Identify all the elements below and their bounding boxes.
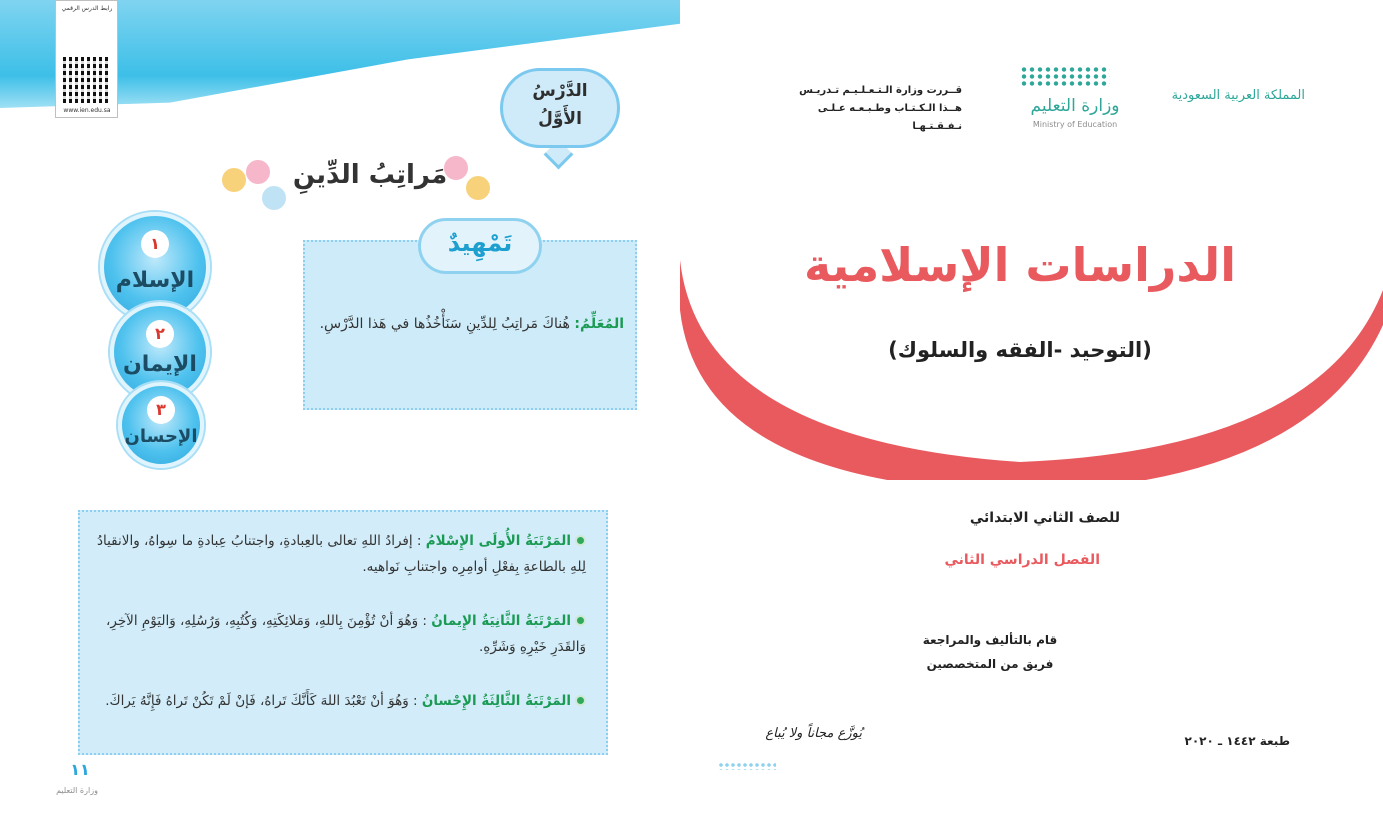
- rank-text: : وَهُوَ أنْ تُؤْمِنَ بِاللهِ، وَمَلائِكَتِهِ، وَكُتُبِهِ، وَرُسُلِهِ، وَاليَوْمِ الآخِرِ، وَالقَدَرِ خَيْرِهِ وَشَرِّهِ.: [106, 613, 586, 655]
- left-page: [0, 0, 680, 816]
- footer-ministry-logo: وزارة التعليم: [56, 786, 98, 795]
- teacher-label: المُعَلِّمُ:: [574, 316, 624, 332]
- rank-paragraph: [86, 528, 586, 580]
- teacher-speech: هُناكَ مَراتِبُ لِلدِّينِ سَنَأْخُذُها في هَذا الدَّرْسِ.: [319, 316, 570, 332]
- country-name: المملكة العربية السعودية: [1171, 88, 1305, 103]
- bullet-icon: [575, 615, 586, 626]
- ranks-box: [78, 510, 608, 755]
- bullet-icon: [575, 695, 586, 706]
- qr-code-icon[interactable]: [63, 57, 109, 103]
- edition-label: طبعة ١٤٤٢ ـ ٢٠٢٠: [1184, 734, 1290, 748]
- intro-heading-badge: [418, 218, 542, 274]
- authors-line: قام بالتأليف والمراجعة: [922, 633, 1058, 647]
- level-number: ١: [141, 230, 169, 258]
- intro-text: [310, 311, 624, 337]
- lesson-title: مَراتِبُ الدِّينِ: [292, 160, 448, 190]
- qr-panel[interactable]: [55, 0, 118, 118]
- lesson-badge-line1: الدَّرْسُ: [532, 81, 588, 101]
- qr-label: رابط الدرس الرقمي: [61, 5, 113, 12]
- level-name: الإحسان: [124, 426, 198, 447]
- authors-note: [880, 628, 1100, 676]
- decorative-dots: [718, 762, 776, 770]
- right-page: [680, 0, 1383, 816]
- rank-title: المَرْتَبَةُ الثَّانِيَةُ الإِيمانُ: [431, 613, 571, 629]
- rank-title: المَرْتَبَةُ الأُولَى الإِسْلامُ: [425, 533, 571, 549]
- approval-statement: [772, 82, 962, 136]
- bullet-icon: [575, 535, 586, 546]
- book-title: الدراسات الإسلامية: [804, 238, 1236, 292]
- lesson-badge: [500, 68, 620, 148]
- level-number: ٣: [147, 396, 175, 424]
- rank-text: : إفرادُ اللهِ تعالى بالعِبادةِ، واجتنابُ عِبادةِ ما سِواهُ، والانقيادُ لِلهِ بالطاعةِ بِفعْلِ أوامِرِه واجتنابِ نَواهيه.: [96, 533, 586, 575]
- approval-line: قــررت وزارة الـتـعـلـيـم تـدريـس: [799, 85, 962, 96]
- approval-line: هــذا الـكـتـاب وطـبـعـه عـلـى نـفـقـتـهـا: [817, 103, 962, 132]
- page-number: ١١: [70, 760, 90, 779]
- ministry-name-ar: وزارة التعليم: [1030, 96, 1120, 116]
- book-subtitle: (التوحيد -الفقه والسلوك): [888, 338, 1152, 362]
- rank-paragraph: [86, 608, 586, 660]
- rank-text: : وَهُوَ أنْ تَعْبُدَ اللهَ كَأَنَّكَ تَراهُ، فَإنْ لَمْ تَكُنْ تَراهُ فَإِنَّهُ يَراكَ.: [105, 693, 418, 709]
- level-number: ٢: [146, 320, 174, 348]
- distribution-note: يُوزَّع مجاناً ولا يُباع: [765, 726, 862, 741]
- flower-icon: [222, 168, 246, 192]
- ministry-name-en: Ministry of Education: [1032, 120, 1118, 129]
- level-name: الإسلام: [115, 268, 195, 293]
- semester-label: الفصل الدراسي الثاني: [944, 552, 1100, 568]
- lesson-badge-line2: الأَوَّلُ: [538, 109, 582, 129]
- qr-url: www.ien.edu.sa: [63, 107, 111, 114]
- grade-label: للصف الثاني الابتدائي: [969, 510, 1120, 526]
- rank-title: المَرْتَبَةُ الثَّالِثَةُ الإِحْسانُ: [421, 693, 571, 709]
- intro-heading: تَمْهِيدٌ: [447, 229, 513, 257]
- ministry-logo-icon: [1020, 66, 1110, 86]
- level-name: الإيمان: [123, 352, 197, 377]
- authors-line: فريق من المتخصصين: [926, 657, 1054, 671]
- rank-paragraph: [86, 688, 586, 714]
- level-circle-ihsan: [118, 382, 204, 468]
